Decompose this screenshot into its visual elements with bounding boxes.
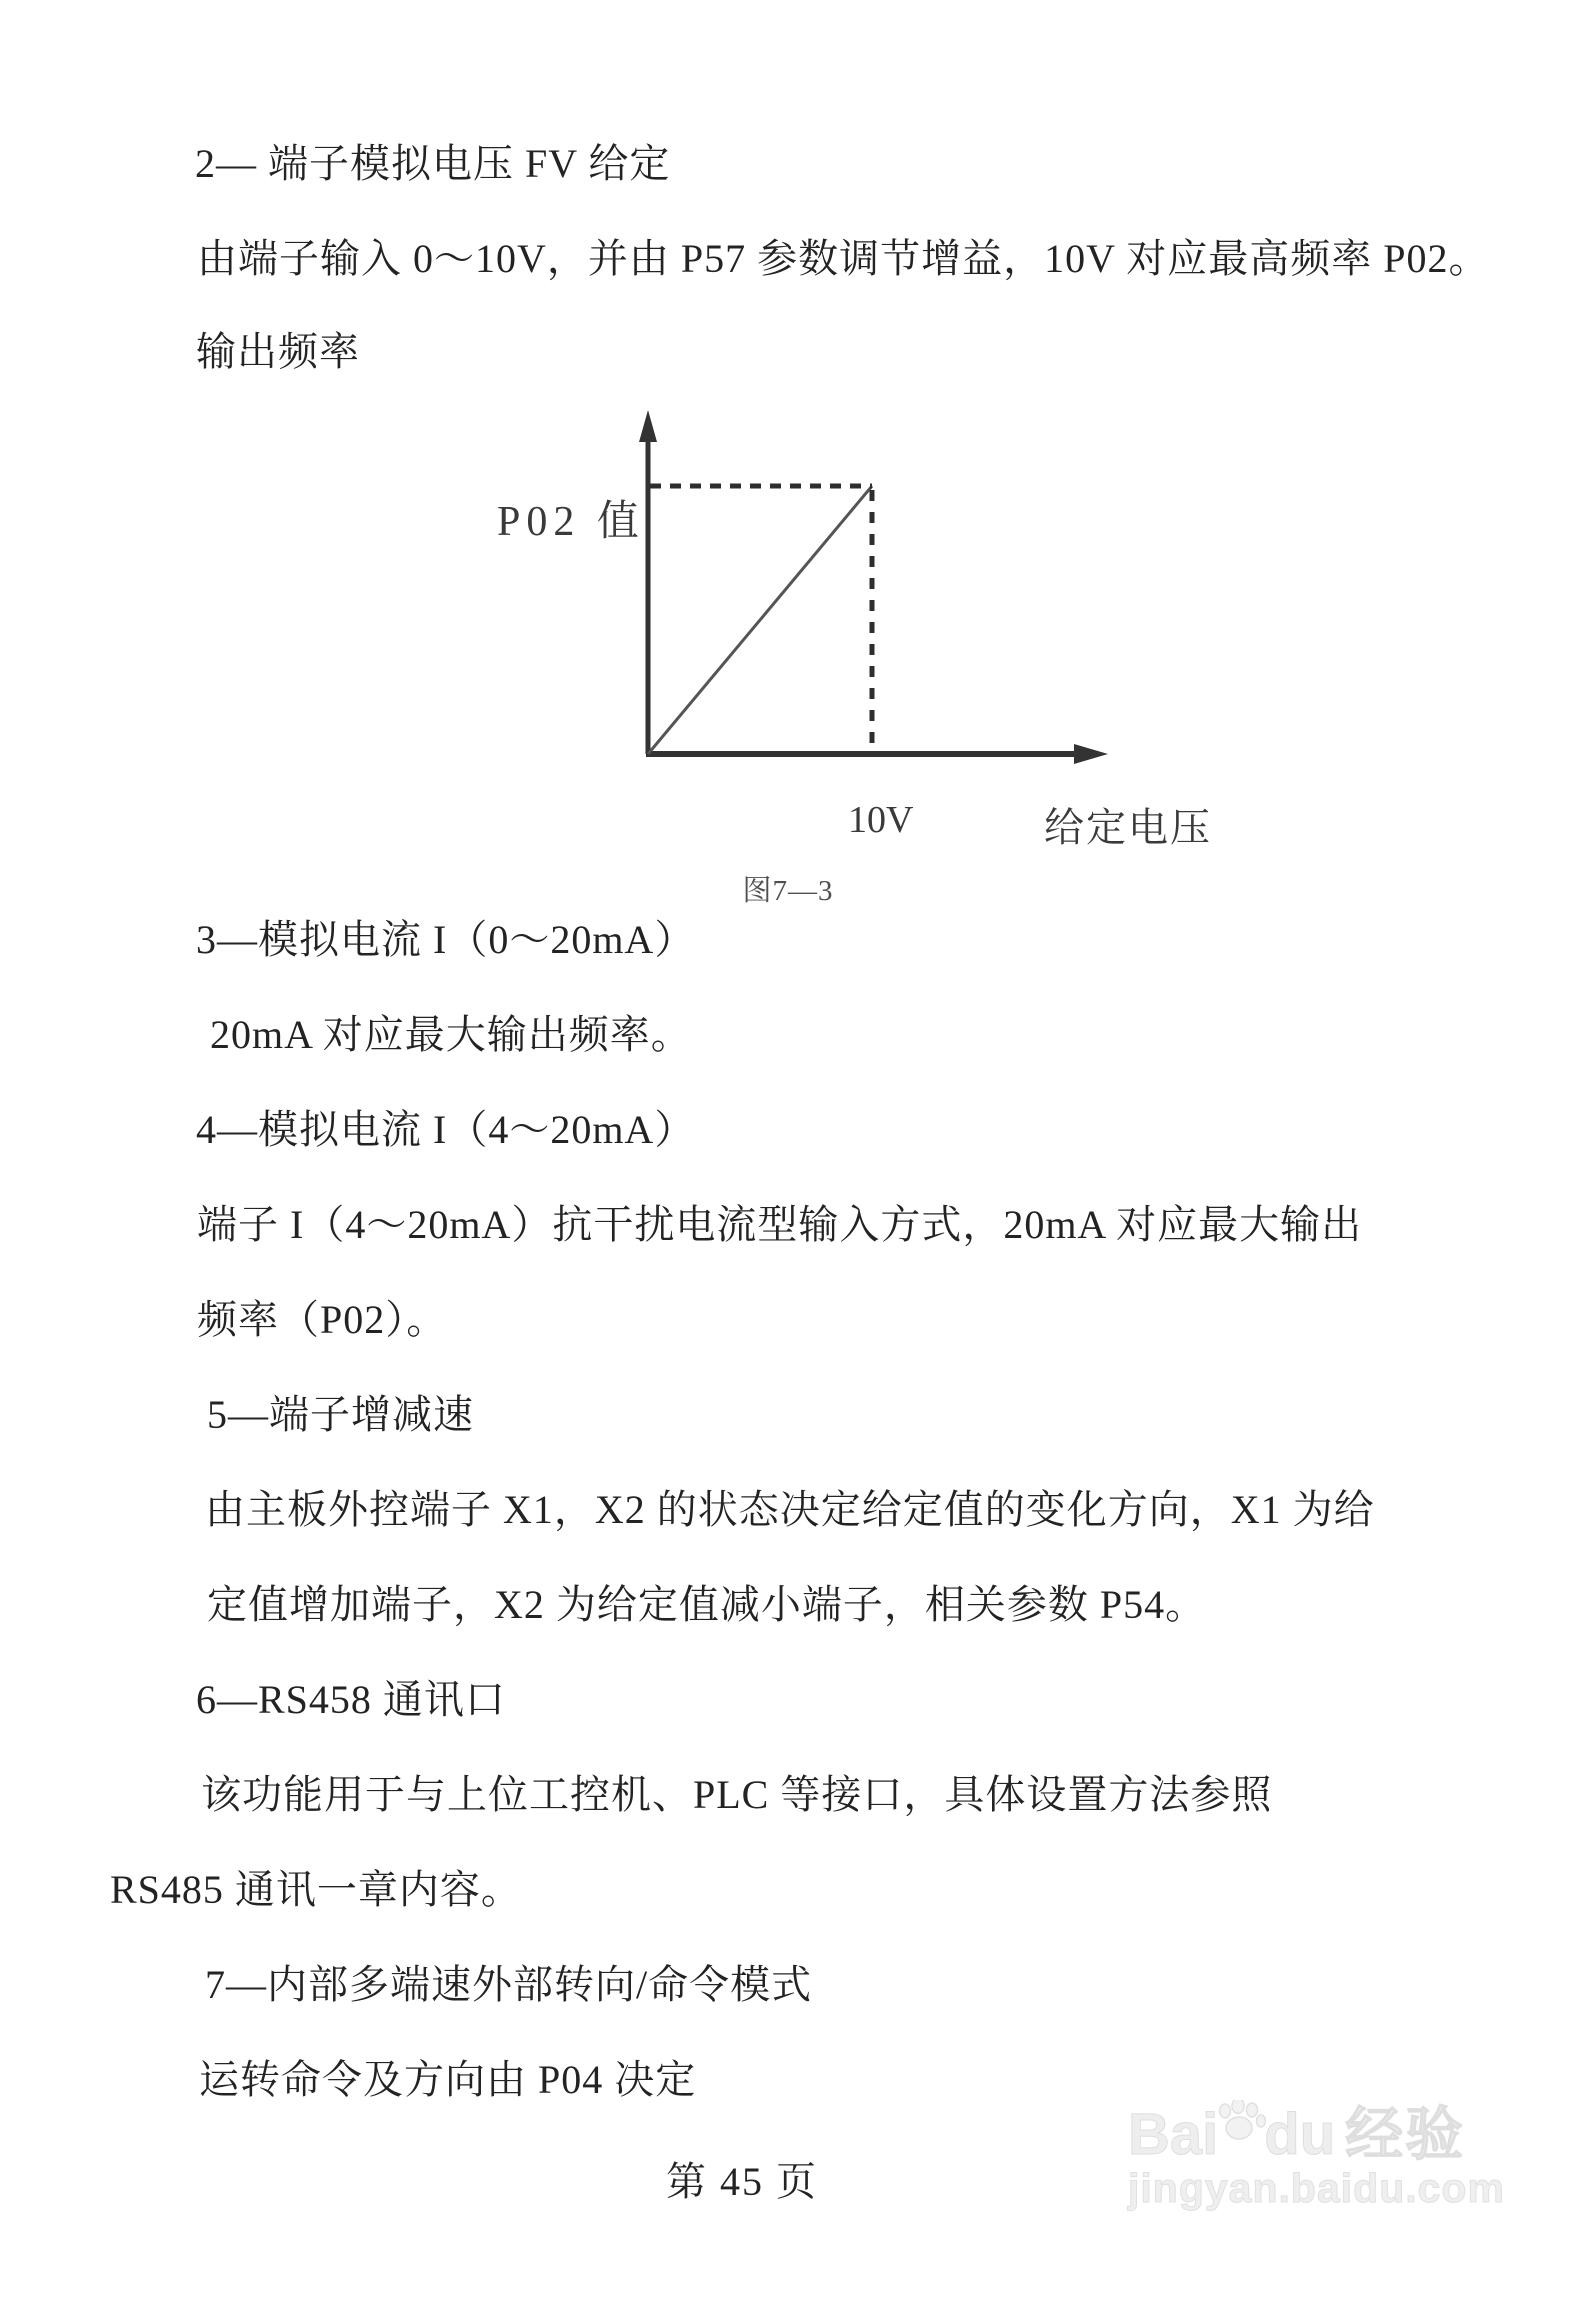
baidu-paw-icon	[1214, 2100, 1266, 2140]
figure-y-axis-title: 输出频率	[196, 329, 360, 374]
text-line: 定值增加端子，X2 为给定值减小端子，相关参数 P54。	[207, 1582, 1207, 1627]
text-line: 7—内部多端速外部转向/命令模式	[205, 1962, 813, 2007]
baidu-jingyan-watermark	[1128, 2100, 1528, 2209]
text-line: 该功能用于与上位工控机、PLC 等接口，具体设置方法参照	[201, 1772, 1273, 1817]
figure-x-axis-title: 给定电压	[1044, 805, 1212, 850]
text-line: 由端子输入 0～10V，并由 P57 参数调节增益，10V 对应最高频率 P02。	[197, 236, 1490, 281]
text-line: 4—模拟电流 I（4～20mA）	[196, 1107, 696, 1152]
text-line: 端子 I（4～20mA）抗干扰电流型输入方式，20mA 对应最大输出	[197, 1202, 1363, 1247]
text-line: 5—端子增减速	[207, 1392, 474, 1437]
text-line: 20mA 对应最大输出频率。	[210, 1012, 692, 1057]
figure-x-tick-10v: 10V	[848, 799, 914, 841]
watermark-url: jingyan.baidu.com	[1128, 2165, 1505, 2211]
figure-caption: 图7—3	[742, 875, 834, 907]
text-line: 频率（P02）。	[197, 1297, 448, 1342]
watermark-text-jingyan: 经验	[1345, 2102, 1466, 2167]
text-line: 3—模拟电流 I（0～20mA）	[196, 917, 696, 962]
y-axis-arrowhead-icon	[639, 410, 657, 442]
x-axis-arrowhead-icon	[1074, 744, 1108, 764]
text-line: RS485 通讯一章内容。	[110, 1867, 522, 1912]
page-number: 第 45 页	[666, 2159, 818, 2204]
text-line: 6—RS458 通讯口	[196, 1677, 506, 1722]
text-line: 2— 端子模拟电压 FV 给定	[195, 141, 671, 186]
watermark-brand-row	[1128, 2100, 1528, 2167]
watermark-text-bai: Bai	[1128, 2102, 1219, 2167]
signal-line	[648, 486, 872, 754]
figure-p02-value-label: P02 值	[497, 499, 645, 545]
text-line: 由主板外控端子 X1，X2 的状态决定给定值的变化方向，X1 为给	[205, 1487, 1375, 1532]
watermark-text-du: du	[1264, 2102, 1336, 2167]
text-line: 运转命令及方向由 P04 决定	[199, 2057, 697, 2102]
